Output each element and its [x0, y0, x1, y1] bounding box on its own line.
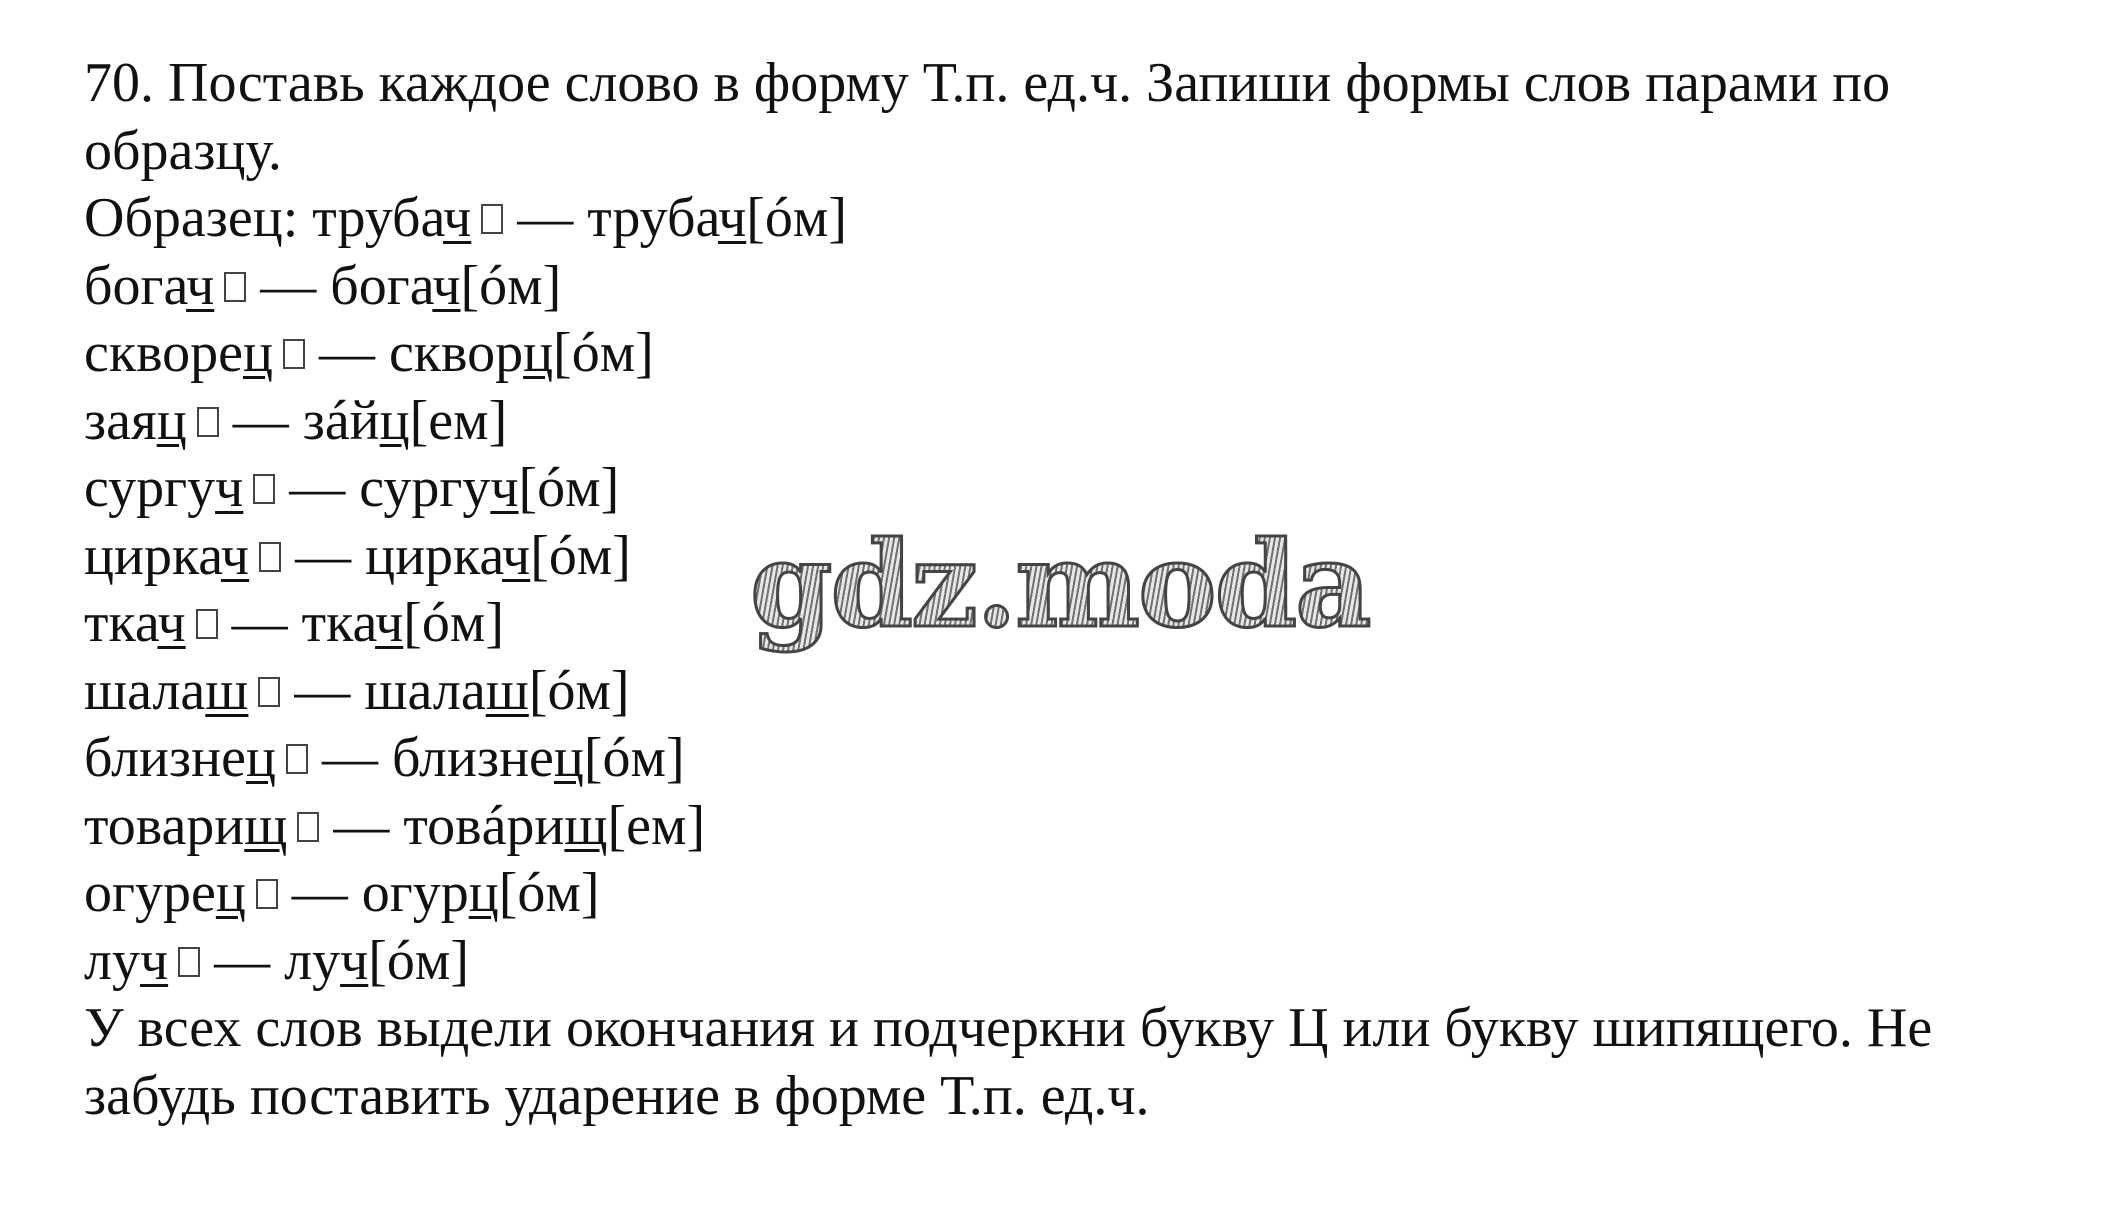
base-word: ткач [84, 592, 186, 654]
base-word: луч [84, 929, 169, 992]
instrumental-form-word: скворц[óм] [388, 322, 654, 384]
instrumental-form-word: луч[óм] [284, 929, 469, 992]
base-word: циркач [84, 524, 250, 587]
pair-dash: — [231, 592, 288, 654]
base-word: огурец [84, 862, 246, 924]
task-number: 70. [84, 52, 154, 114]
ending-box-icon [178, 947, 200, 977]
pair-dash: — [294, 659, 351, 722]
pair-dash: — [321, 727, 378, 789]
pair-dash: — [289, 457, 346, 519]
pair-dash: — [318, 322, 375, 384]
instruction-line-2: образцу. [84, 119, 282, 182]
word-pair-line [84, 320, 2074, 388]
pair-dash: — [333, 794, 390, 857]
base-word: скворец [84, 322, 273, 384]
instrumental-form-word: сургуч[óм] [359, 457, 620, 519]
word-pair-line [84, 388, 2074, 456]
word-pair-line [84, 455, 2074, 523]
base-word: шалаш [84, 659, 249, 722]
instrumental-form-word: близнец[óм] [391, 727, 685, 789]
base-word: близнец [84, 727, 276, 789]
pair-dash: — [260, 254, 317, 317]
sample-line [84, 185, 2074, 253]
word-pair-line [84, 253, 2074, 321]
ending-box-icon [258, 677, 280, 707]
instrumental-form-word: огурц[óм] [361, 862, 600, 924]
pair-dash: — [214, 929, 271, 992]
instrumental-form-word: ткач[óм] [301, 592, 504, 654]
watermark-logo: gdz.moda [750, 515, 1370, 654]
footer-line-2: забудь поставить ударение в форме Т.п. ед.ч. [84, 1064, 1150, 1127]
ending-box-icon [256, 879, 278, 909]
word-pair-line [84, 793, 2074, 861]
instrumental-form-word: шалаш[óм] [364, 659, 630, 722]
ending-box-icon [283, 339, 305, 369]
word-pair-line [84, 928, 2074, 996]
ending-box-icon [259, 542, 281, 572]
sample-label: Образец: [84, 187, 299, 249]
word-pair-line [84, 860, 2074, 928]
base-word: богач [84, 254, 215, 317]
instrumental-form-word: циркач[óм] [365, 524, 631, 587]
ending-box-icon [253, 474, 275, 504]
ending-box-icon [224, 272, 246, 302]
instruction-text: Поставь каждое слово в форму Т.п. ед.ч. Запиши формы слов парами по [168, 52, 1891, 114]
ending-box-icon [197, 407, 219, 437]
pair-dash: — [295, 524, 352, 587]
ending-box-icon [286, 744, 308, 774]
ending-box-icon [297, 812, 319, 842]
instrumental-form-word: богач[óм] [330, 254, 562, 317]
word-pair-line [84, 725, 2074, 793]
sample-base-word: трубач [312, 187, 472, 249]
footer-line-1: У всех слов выдели окончания и подчеркни букву Ц или букву шипящего. Не [84, 997, 1933, 1059]
instruction-line-1 [84, 50, 2074, 118]
ending-box-icon [481, 204, 503, 234]
pair-dash: — [291, 862, 348, 924]
instrumental-form-word: зáйц[ем] [302, 389, 508, 452]
word-pair-line [84, 658, 2074, 726]
base-word: заяц [84, 389, 187, 452]
ending-box-icon [196, 609, 218, 639]
sample-form-word: трубач[óм] [587, 187, 847, 249]
base-word: товарищ [84, 794, 288, 857]
instrumental-form-word: товáрищ[ем] [403, 794, 706, 857]
pair-dash: — [232, 389, 289, 452]
base-word: сургуч [84, 457, 244, 519]
sample-dash: — [517, 187, 574, 249]
